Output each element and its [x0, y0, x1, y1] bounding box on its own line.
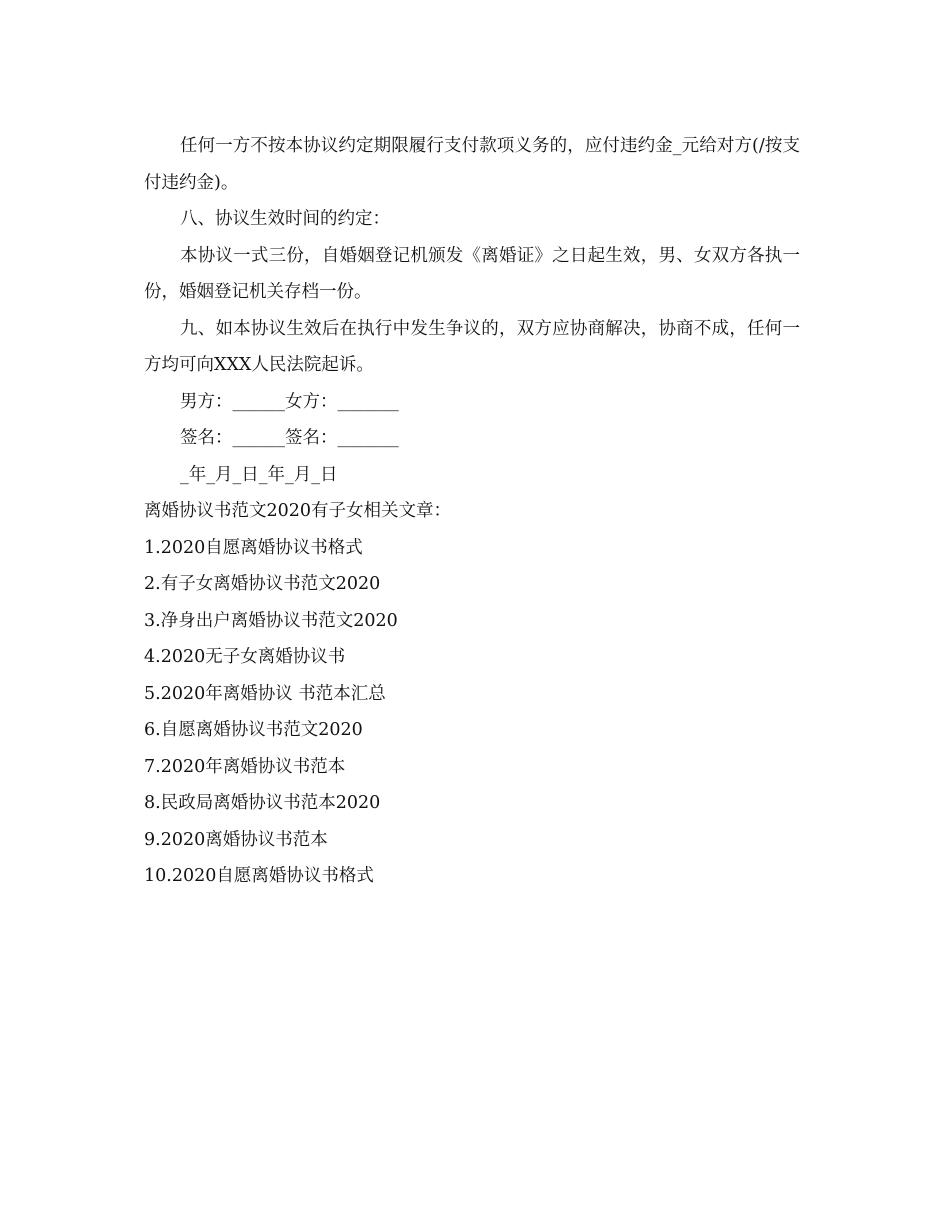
section-9-body: 九、如本协议生效后在执行中发生争议的，双方应协商解决，协商不成，任何一方均可向XXX人民法院起诉。 — [144, 318, 800, 375]
related-article-item[interactable]: 4.2020无子女离婚协议书 — [144, 647, 346, 667]
related-article-item[interactable]: 3.净身出户离婚协议书范文2020 — [144, 610, 398, 631]
related-article-item[interactable]: 6.自愿离婚协议书范文2020 — [144, 720, 363, 740]
section-8-body: 本协议一式三份，自婚姻登记机颁发《离婚证》之日起生效，男、女双方各执一份，婚姻登记机关存档一份。 — [144, 245, 800, 302]
related-article-item[interactable]: 9.2020离婚协议书范本 — [144, 829, 328, 850]
parties-line: 男方：______女方：_______ — [180, 391, 399, 412]
related-article-item[interactable]: 5.2020年离婚协议 书范本汇总 — [144, 683, 386, 704]
related-article-item[interactable]: 7.2020年离婚协议书范本 — [144, 756, 346, 777]
related-article-item[interactable]: 2.有子女离婚协议书范文2020 — [144, 574, 381, 594]
date-line: _年_月_日_年_月_日 — [180, 464, 338, 485]
related-articles-list — [144, 530, 800, 895]
related-articles-heading: 离婚协议书范文2020有子女相关文章： — [144, 501, 452, 521]
related-article-item[interactable]: 8.民政局离婚协议书范本2020 — [144, 793, 381, 813]
document-content — [144, 128, 800, 895]
related-article-item[interactable]: 1.2020自愿离婚协议书格式 — [144, 537, 363, 558]
related-article-item[interactable]: 10.2020自愿离婚协议书格式 — [144, 866, 374, 886]
signature-line: 签名：______签名：_______ — [180, 428, 399, 448]
section-8-title: 八、协议生效时间的约定： — [180, 209, 390, 229]
penalty-paragraph: 任何一方不按本协议约定期限履行支付款项义务的，应付违约金_元给对方(/按支付违约金)。 — [144, 136, 800, 193]
